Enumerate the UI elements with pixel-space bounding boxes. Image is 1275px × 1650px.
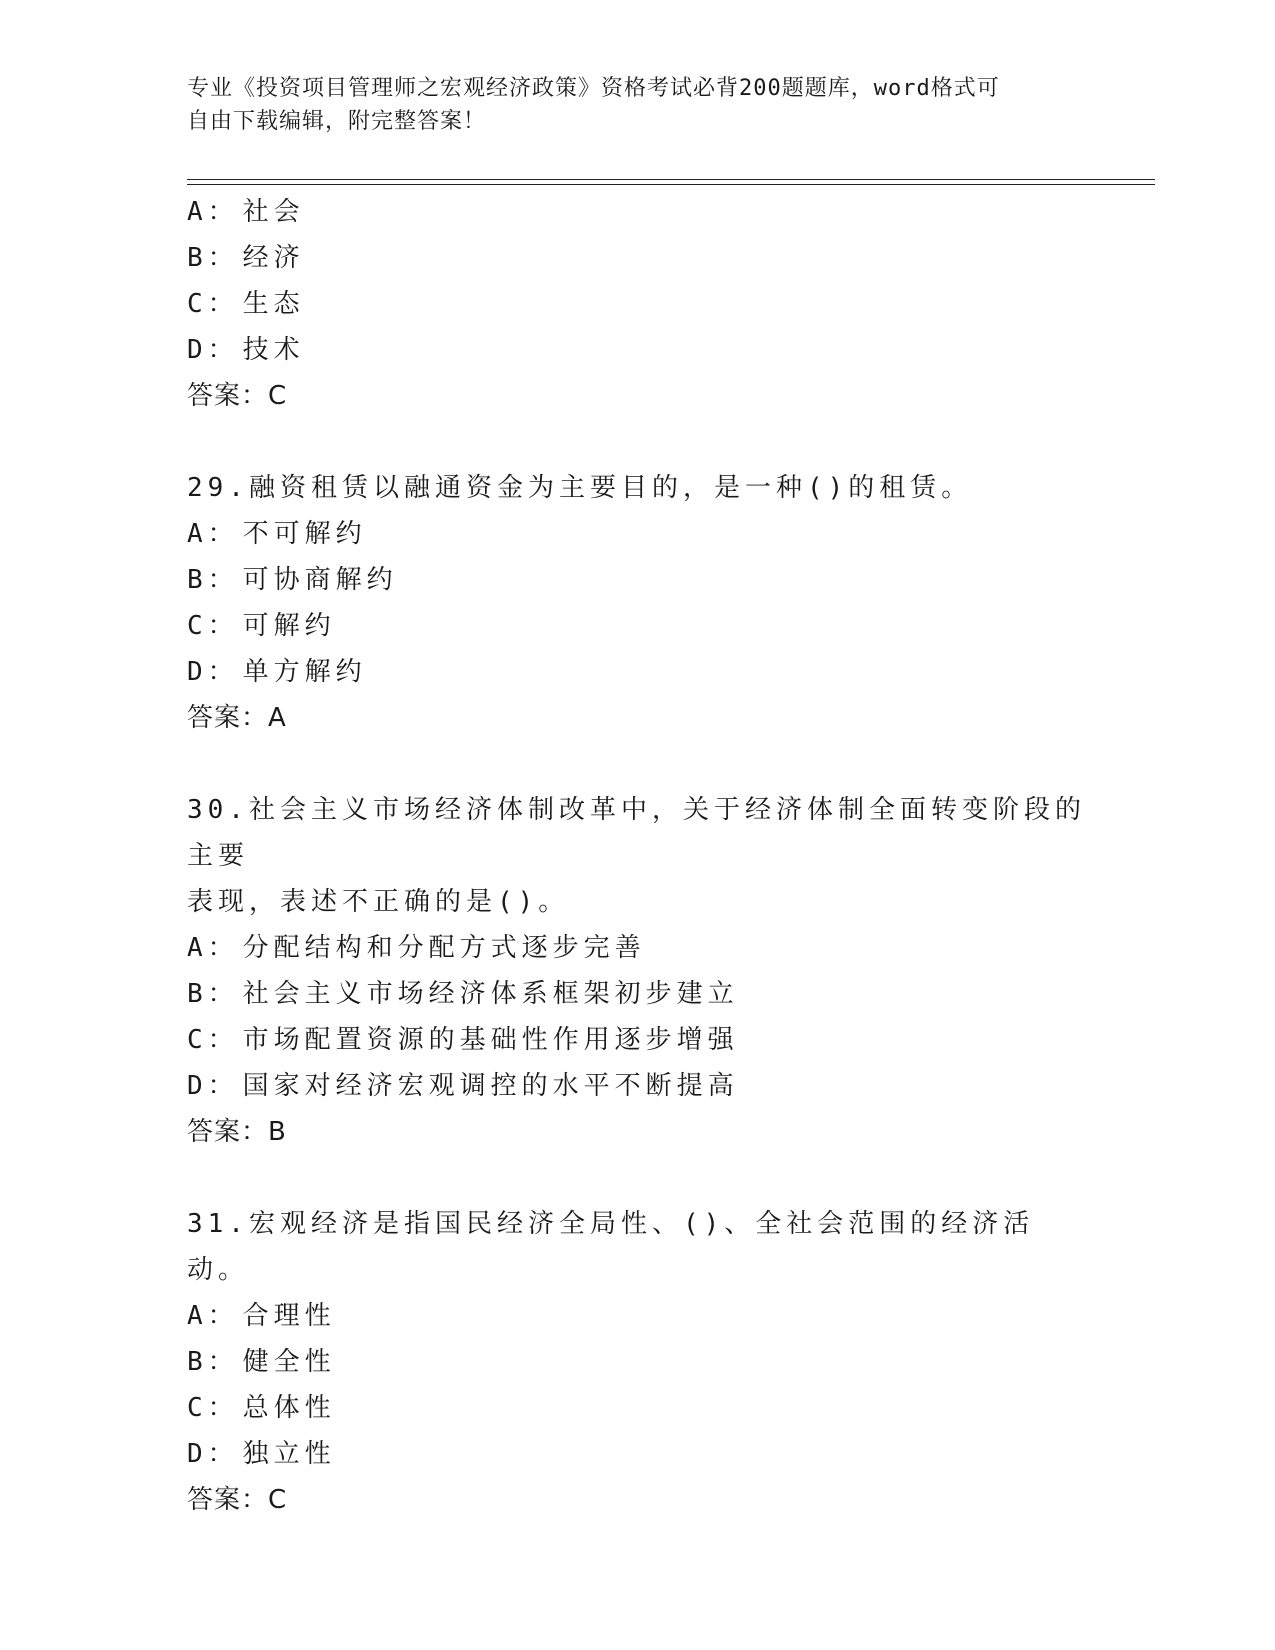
- option-b: B： 社会主义市场经济体系框架初步建立: [187, 979, 739, 1009]
- answer-line: 答案：C: [187, 381, 288, 411]
- header-line-1: 专业《投资项目管理师之宏观经济政策》资格考试必背200题题库，word格式可: [187, 76, 1000, 101]
- question-stem-line-1: 30.社会主义市场经济体制改革中，关于经济体制全面转变阶段的主要: [187, 795, 1086, 871]
- answer-line: 答案：C: [187, 1485, 288, 1515]
- question-stem: 29.融资租赁以融通资金为主要目的，是一种()的租赁。: [187, 473, 973, 503]
- option-d: D： 国家对经济宏观调控的水平不断提高: [187, 1071, 739, 1101]
- answer-line: 答案：A: [187, 703, 287, 733]
- question-block-29: [187, 465, 1087, 741]
- option-c: C： 市场配置资源的基础性作用逐步增强: [187, 1025, 739, 1055]
- answer-line: 答案：B: [187, 1117, 287, 1147]
- option-b: B： 经济: [187, 243, 305, 273]
- option-d: D： 独立性: [187, 1439, 336, 1469]
- option-b: B： 可协商解约: [187, 565, 398, 595]
- option-b: B： 健全性: [187, 1347, 336, 1377]
- option-a: A： 分配结构和分配方式逐步完善: [187, 933, 646, 963]
- option-a: A： 不可解约: [187, 519, 367, 549]
- question-block-31: [187, 1201, 1087, 1523]
- header-rule-top: [187, 179, 1155, 180]
- option-c: C： 可解约: [187, 611, 336, 641]
- question-block-30: [187, 787, 1087, 1155]
- question-content: [187, 189, 1087, 1523]
- option-a: A： 社会: [187, 197, 305, 227]
- option-a: A： 合理性: [187, 1301, 336, 1331]
- option-c: C： 总体性: [187, 1393, 336, 1423]
- header-line-2: 自由下载编辑，附完整答案！: [187, 109, 487, 134]
- document-header: [187, 72, 1067, 138]
- question-block-28: [187, 189, 1087, 419]
- option-d: D： 技术: [187, 335, 305, 365]
- question-stem: 31.宏观经济是指国民经济全局性、()、全社会范围的经济活动。: [187, 1209, 1035, 1285]
- header-rule-bottom: [187, 184, 1155, 185]
- option-d: D： 单方解约: [187, 657, 367, 687]
- option-c: C： 生态: [187, 289, 305, 319]
- question-stem-line-2: 表现，表述不正确的是()。: [187, 887, 570, 917]
